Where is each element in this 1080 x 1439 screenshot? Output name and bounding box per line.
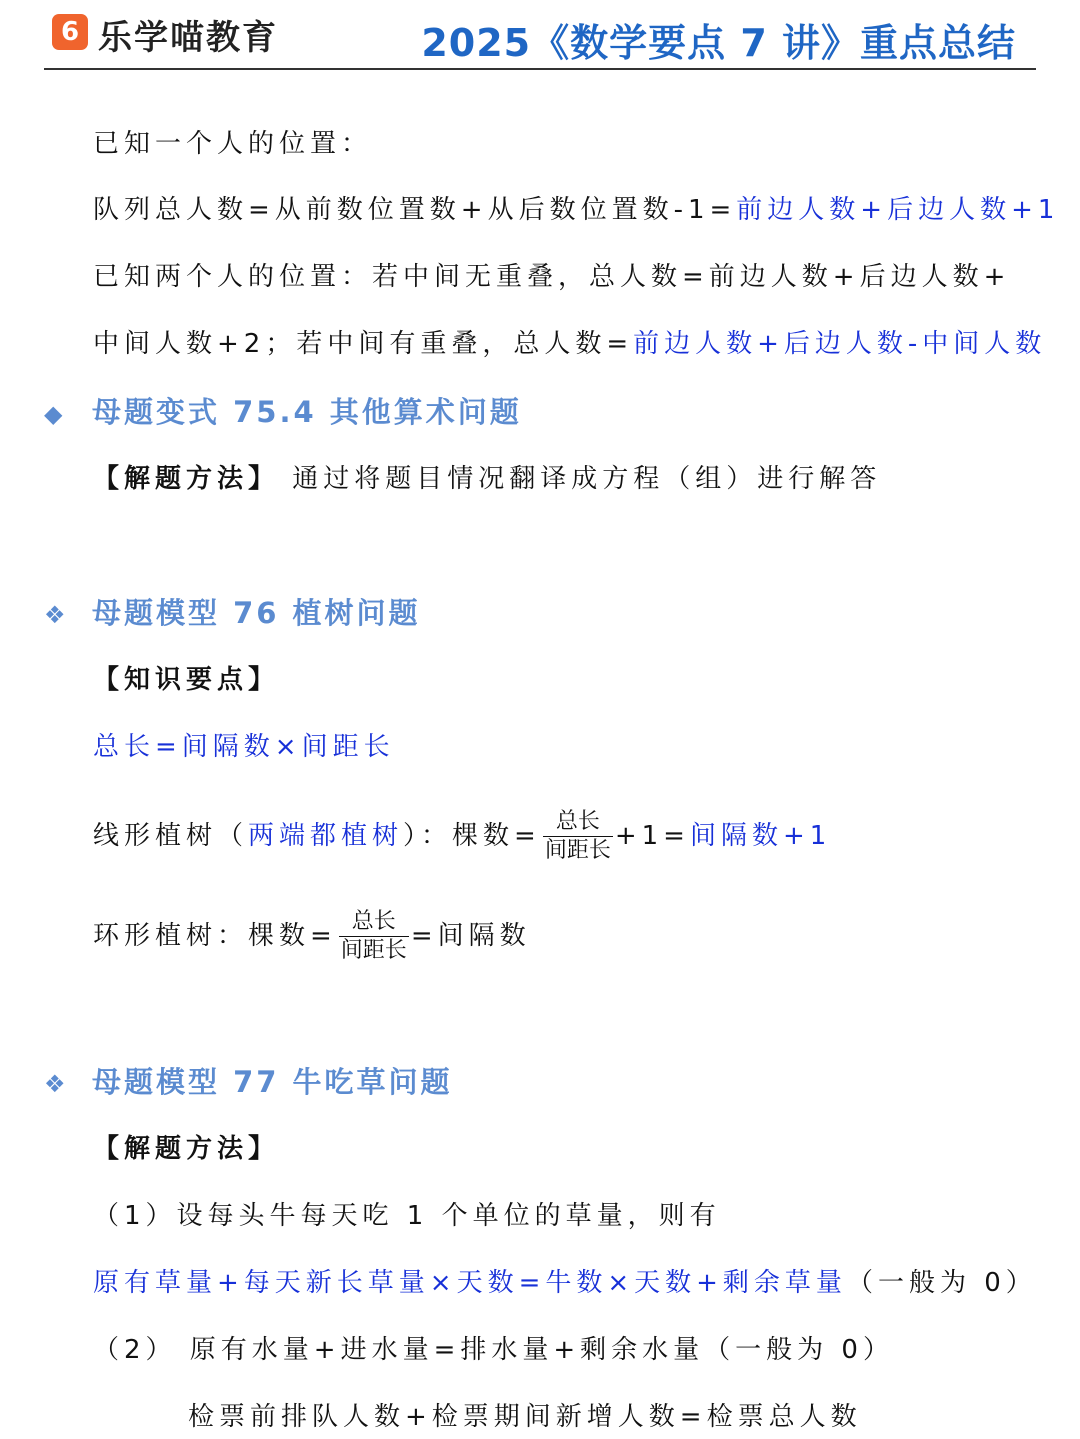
brand-name: 乐学喵教育 bbox=[98, 18, 278, 58]
document-title: 2025《数学要点 7 讲》重点总结 bbox=[421, 21, 1016, 65]
grass-step-1: （1）设每头牛每天吃 1 个单位的草量，则有 bbox=[93, 1201, 721, 1231]
length-fraction: $\frac{\text{总长}}{\text{间距长}}$ bbox=[544, 809, 611, 863]
section-76-heading: ❖ 母题模型 76 植树问题 bbox=[44, 593, 421, 635]
page-header bbox=[0, 0, 1080, 70]
queue-line-3: 已知两个人的位置：若中间无重叠，总人数=前边人数+后边人数+ bbox=[93, 262, 1011, 292]
water-formula: （2） 原有水量+进水量=排水量+剩余水量（一般为 0） bbox=[93, 1335, 894, 1365]
grass-formula: 原有草量+每天新长草量×天数=牛数×天数+剩余草量（一般为 0） bbox=[93, 1268, 1037, 1298]
brand-logo-icon: 6 bbox=[52, 14, 88, 50]
queue-highlight-1: 前边人数+后边人数+1 bbox=[736, 195, 1060, 225]
ring-planting-formula: 环形植树：棵数= $\frac{\text{总长}}{\text{间距长}}$ =间隔数 bbox=[93, 909, 531, 963]
ticket-formula: 检票前排队人数+检票期间新增人数=检票总人数 bbox=[188, 1402, 862, 1432]
header-divider bbox=[44, 68, 1036, 70]
diamond-bullet-icon: ◆ bbox=[44, 400, 66, 428]
queue-line-4: 中间人数+2；若中间有重叠，总人数=前边人数+后边人数-中间人数 bbox=[93, 329, 1047, 359]
fleuron-bullet-icon: ❖ bbox=[44, 601, 69, 629]
section-75-4-heading: ◆ 母题变式 75.4 其他算术问题 bbox=[44, 392, 522, 434]
queue-line-2: 队列总人数=从前数位置数+从后数位置数-1=前边人数+后边人数+1 bbox=[93, 195, 1060, 225]
section-75-4-method: 【解题方法】 通过将题目情况翻译成方程（组）进行解答 bbox=[93, 464, 882, 494]
length-fraction: $\frac{\text{总长}}{\text{间距长}}$ bbox=[340, 909, 407, 963]
fleuron-bullet-icon: ❖ bbox=[44, 1070, 69, 1098]
section-76-label: 【知识要点】 bbox=[93, 665, 280, 695]
section-77-label: 【解题方法】 bbox=[93, 1134, 280, 1164]
section-77-heading: ❖ 母题模型 77 牛吃草问题 bbox=[44, 1062, 453, 1104]
tree-length-formula: 总长=间隔数×间距长 bbox=[93, 732, 395, 762]
queue-highlight-2: 前边人数+后边人数-中间人数 bbox=[633, 329, 1047, 359]
linear-planting-formula: 线形植树（两端都植树）：棵数= $\frac{\text{总长}}{\text{间距长}}$ +1=间隔数+1 bbox=[93, 809, 832, 863]
queue-line-1: 已知一个人的位置： bbox=[93, 129, 373, 159]
